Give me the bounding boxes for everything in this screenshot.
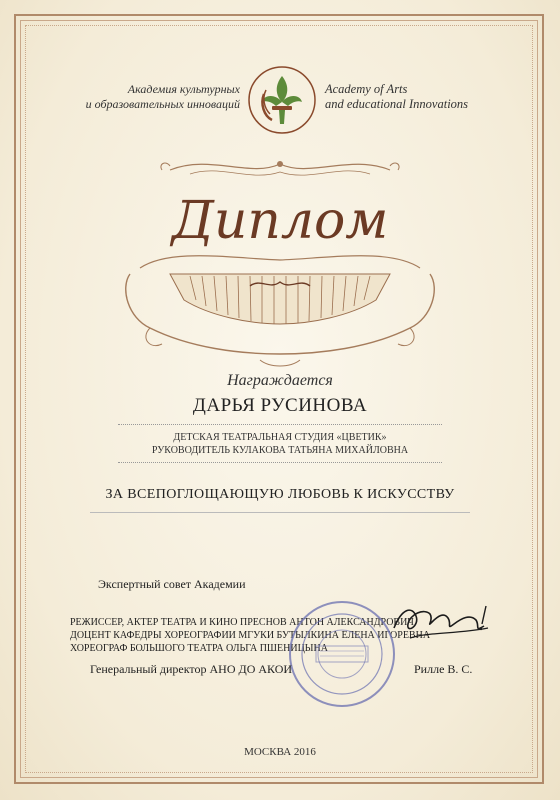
organization-name-ru [54,82,240,112]
round-stamp-icon [286,598,398,710]
director-name: Рилле В. С. [414,662,473,676]
org-ru-line1: Академия культурных [127,82,240,96]
director-title: Генеральный директор АНО ДО АКОИ [90,662,293,676]
studio-leader: РУКОВОДИТЕЛЬ КУЛАКОВА ТАТЬЯНА МИХАЙЛОВНА [151,445,409,456]
divider [118,462,442,463]
council-member: ХОРЕОГРАФ БОЛЬШОГО ТЕАТРА ОЛЬГА ПШЕНИЦЫНА [70,643,328,654]
org-en-line1: Academy of Arts [325,82,408,96]
org-ru-line2: и образовательных инноваций [85,97,240,111]
handwritten-signature-icon [388,598,498,648]
divider [118,424,442,425]
place-and-year: МОСКВА 2016 [244,746,316,758]
awarded-label: Награждается [227,372,333,389]
award-reason: ЗА ВСЕПОГЛОЩАЮЩУЮ ЛЮБОВЬ К ИСКУССТВУ [105,487,455,502]
title-ornament [110,178,450,378]
divider [90,512,470,513]
organization-name-en [325,82,525,112]
council-member: ДОЦЕНТ КАФЕДРЫ ХОРЕОГРАФИИ МГУКИ БУТЫЛКИНА ЕЛЕНА ИГОРЕВНА [70,630,431,641]
org-en-line2: and educational Innovations [325,97,469,111]
fleur-de-lis-logo-icon [246,64,318,136]
council-member: РЕЖИССЕР, АКТЕР ТЕАТРА И КИНО ПРЕСНОВ АНТОН АЛЕКСАНДРОВИЧ [70,617,414,628]
studio-name: ДЕТСКАЯ ТЕАТРАЛЬНАЯ СТУДИЯ «ЦВЕТИК» [173,432,387,443]
expert-council-label: Экспертный совет Академии [98,577,246,591]
document-title: Диплом [171,191,389,251]
recipient-name: ДАРЬЯ РУСИНОВА [192,395,368,416]
